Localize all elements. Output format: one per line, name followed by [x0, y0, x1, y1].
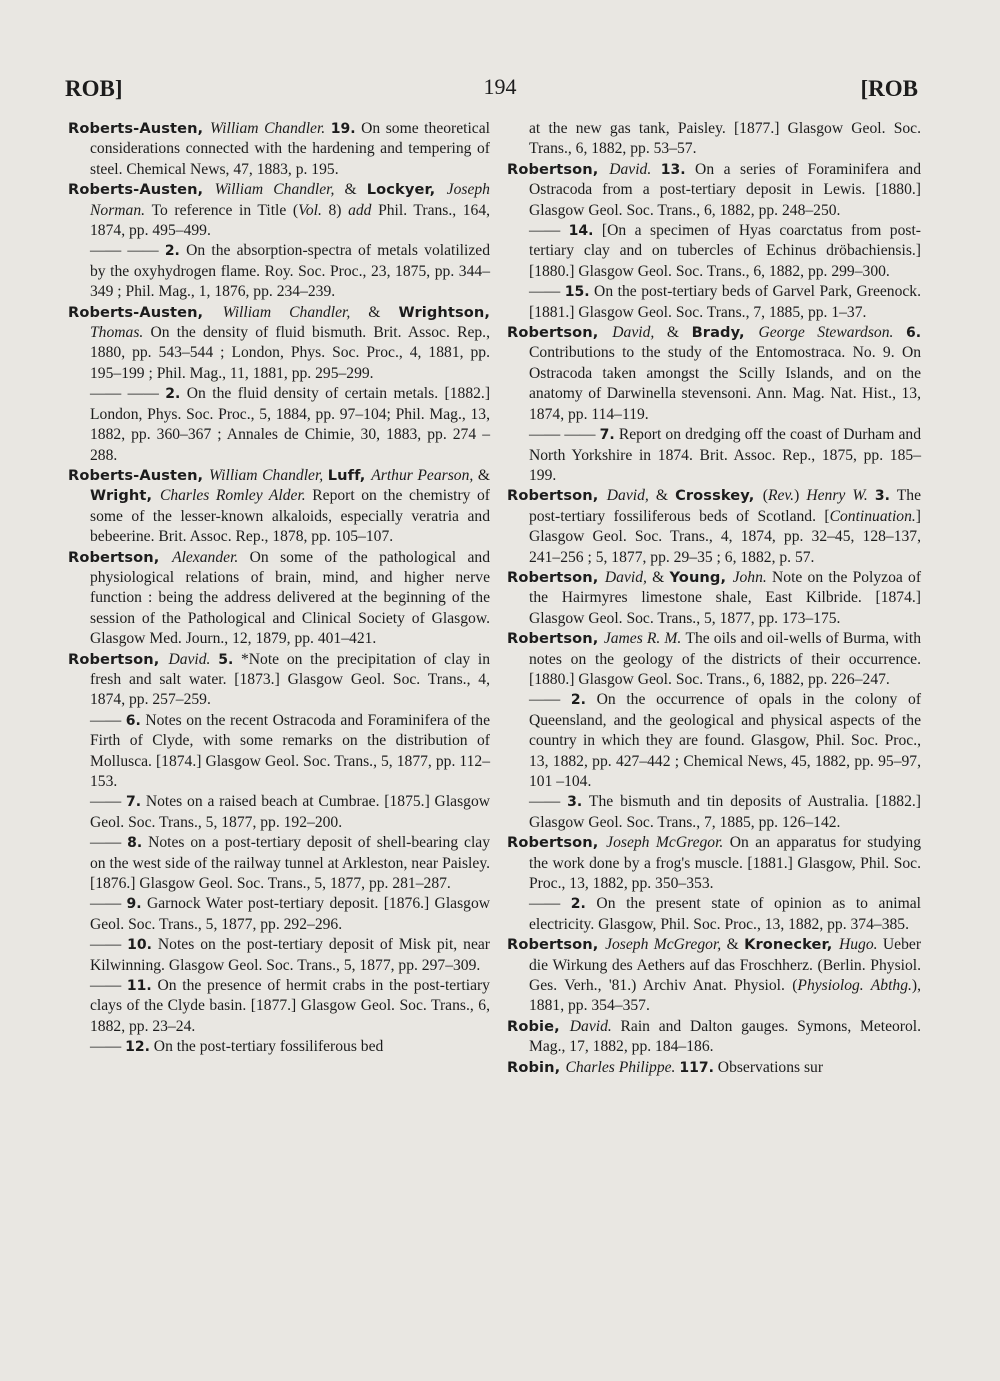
entry-text: Rain and Dalton gauges. Symons, Meteorol. Mag., 17, 1882, pp. 184–186. [529, 1017, 922, 1056]
entry-text: On the post-tertiary fossiliferous bed [149, 1038, 384, 1056]
entry-text: ( [762, 487, 768, 505]
italic-text: Physiolog. Abthg. [797, 977, 912, 995]
entry-text: 8) [328, 201, 349, 219]
entry-text: *Note on the precipitation of clay in fresh and salt water. [1873.] Glasgow Geol. Soc. Trans., 4, 1874, pp. 257–259. [90, 650, 491, 709]
entry-number: 2. [164, 243, 180, 260]
author-surname: Robertson, [68, 650, 169, 668]
entry-text: Garnock Water post-tertiary deposit. [1876.] Glasgow Geol. Soc. Trans., 5, 1877, pp. 292–296. [90, 895, 490, 933]
sub-entry [507, 282, 921, 323]
italic-text: David, [604, 568, 653, 586]
entry-number: 2. [570, 692, 586, 709]
sub-entry [68, 792, 490, 833]
entry-text: —— [90, 895, 127, 913]
bibliography-entry [507, 1017, 921, 1058]
entry-continuation [507, 119, 921, 160]
entry-text: On a series of Foraminifera and Ostracoda from a post-tertiary deposit in Lewis. [1880.] Glasgow Geol. Soc. Trans., 6, 1882, pp. 248–250. [529, 160, 921, 219]
sub-entry [68, 935, 490, 976]
entry-text: —— [90, 834, 128, 852]
entry-text: On the occurrence of opals in the colony of Queensland, and the geological and physical aspects of the country in which they are found. Glasgow, Phil. Soc. Proc., 13, 1882, pp. 427–442 ; Chemical News, 45, 1882, pp. 95–97, 101 –104. [529, 691, 922, 790]
sub-entry [507, 894, 921, 935]
bibliography-entry [68, 650, 490, 711]
entry-text: —— [90, 793, 126, 811]
entry-text: —— [90, 711, 126, 729]
author-surname: Robertson, [507, 324, 613, 342]
author-surname: Crosskey, [675, 487, 763, 505]
author-surname: Robertson, [507, 834, 607, 852]
entry-text: ) [794, 487, 807, 505]
italic-text: add [348, 201, 379, 219]
author-surname: Robertson, [507, 160, 610, 178]
bibliography-entry [68, 466, 490, 548]
entry-number: 8. [127, 835, 143, 852]
italic-text: David. [569, 1017, 621, 1035]
entry-text: —— [529, 895, 571, 913]
sub-entry [68, 1037, 490, 1057]
entry-text: On the absorption-spectra of metals volatilized by the oxyhydrogen flame. Roy. Soc. Proc., 23, 1875, pp. 344–349 ; Phil. Mag., 1, 1876, pp. 234–239. [90, 242, 490, 301]
right-column [507, 119, 921, 1078]
bibliography-entry [68, 303, 490, 385]
entry-text: & [655, 487, 676, 505]
author-surname: Lockyer, [366, 181, 447, 199]
entry-text: Notes on the recent Ostracoda and Foraminifera of the Firth of Clyde, with some remarks on the distribution of Mollusca. [1874.] Glasgow Geol. Soc. Trans., 5, 1877, pp. 112–153. [90, 711, 490, 790]
author-surname: Wright, [90, 487, 160, 505]
author-surname: Robin, [507, 1058, 566, 1076]
sub-entry [68, 894, 490, 935]
entry-text: The post-tertiary fossiliferous beds of Scotland. [ [529, 487, 921, 525]
italic-text: Henry W. [806, 487, 875, 505]
entry-text: —— [90, 1038, 126, 1056]
page-number: 194 [483, 74, 517, 99]
entry-text: Notes on a post-tertiary deposit of shell-bearing clay on the west side of the railway tunnel at Arkleston, near Paisley. [1876.] Glasgow Geol. Soc. Trans., 5, 1877, pp. 281–287. [90, 834, 490, 893]
author-surname: Wrightson, [398, 303, 490, 321]
entry-text: —— [529, 222, 569, 240]
author-surname: Roberts-Austen, [68, 303, 223, 321]
author-surname: Roberts-Austen, [68, 181, 215, 199]
entry-number: 13. [660, 161, 686, 178]
entry-text: On the present state of opinion as to animal electricity. Glasgow, Phil. Soc. Proc., 13, 1882, pp. 374–385. [529, 895, 921, 933]
bibliography-entry [507, 935, 921, 1017]
entry-number: 10. [127, 937, 152, 954]
author-surname: Roberts-Austen, [68, 466, 210, 484]
entry-number: 7. [126, 794, 142, 811]
author-surname: Brady, [691, 324, 759, 342]
entry-text: & [726, 936, 745, 954]
entry-number: 3. [567, 794, 583, 811]
italic-text: William Chandler, [214, 181, 345, 199]
entry-text: —— —— [90, 385, 166, 403]
entry-text: The oils and oil-wells of Burma, with notes on the geology of the districts of their occurrence. [1880.] Glasgow Geol. Soc. Trans., 6, 1882, pp. 226–247. [529, 630, 921, 688]
sub-entry [68, 833, 490, 894]
italic-text: David, [606, 487, 656, 505]
entry-number: 3. [874, 488, 890, 505]
author-surname: Young, [669, 568, 733, 586]
italic-text: Alexander. [172, 548, 250, 566]
entry-number: 7. [599, 427, 615, 444]
entry-text: & [666, 324, 692, 342]
italic-text: John. [732, 568, 773, 586]
sub-entry [507, 690, 921, 792]
entry-text: [On a specimen of Hyas coarctatus from post-tertiary clay and on tubercles of Echinus dröbachiensis.] [1880.] Glasgow Geol. Soc. Trans., 6, 1882, pp. 299–300. [529, 222, 921, 280]
italic-text: Vol. [298, 201, 329, 219]
entry-text: To reference in Title ( [151, 201, 299, 219]
author-surname: Luff, [327, 466, 372, 484]
italic-text: David, [612, 324, 667, 342]
italic-text: William Chandler. [210, 120, 331, 137]
entry-text: On some theoretical considerations connected with the hardening and tempering of steel. Chemical News, 47, 1883, p. 195. [90, 120, 490, 178]
author-surname: Robertson, [507, 568, 605, 586]
bibliography-entry [68, 180, 490, 241]
author-surname: Robertson, [507, 630, 604, 648]
entry-text: On an apparatus for studying the work done by a frog's muscle. [1881.] Glasgow, Phil. Soc. Proc., 13, 1882, pp. 350–353. [529, 834, 922, 893]
entry-text: Notes on a raised beach at Cumbrae. [1875.] Glasgow Geol. Soc. Trans., 5, 1877, pp. 192–200. [90, 793, 490, 831]
bibliography-entry [507, 568, 921, 629]
entry-text: The bismuth and tin deposits of Australia. [1882.] Glasgow Geol. Soc. Trans., 7, 1885, pp. 126–142. [529, 793, 921, 831]
entry-text: —— [529, 691, 571, 709]
entry-text: On some of the pathological and physiological relations of brain, mind, and higher nerve function : being the address delivered at the beginning of the session of the Pathological and Clinical Society of Glasgow. Glasgow Med. Journ., 12, 1879, pp. 401–421. [90, 548, 491, 648]
entry-text: Ueber die Wirkung des Aethers auf das Froschherz. (Berlin. Physiol. Ges. Verh., '81.) Archiv Anat. Physiol. ( [529, 936, 922, 995]
entry-text: —— [529, 793, 568, 811]
bibliography-entry [507, 1058, 921, 1078]
italic-text: William Chandler, [209, 466, 328, 484]
entry-number: 15. [564, 284, 590, 301]
bibliography-entry [507, 629, 921, 690]
bibliography-entry [507, 486, 921, 568]
italic-text: Thomas. [90, 324, 151, 342]
italic-text: David. [168, 650, 219, 668]
entry-text: On the post-tertiary beds of Garvel Park, Greenock. [1881.] Glasgow Geol. Soc. Trans., 7, 1885, pp. 1–37. [529, 283, 921, 321]
italic-text: Charles Philippe. [565, 1058, 680, 1076]
entry-number: 6. [125, 712, 141, 729]
entry-text: Phil. Trans., 164, 1874, pp. 495–499. [90, 201, 491, 240]
entry-text: Observations sur [713, 1058, 824, 1076]
entry-text: —— [529, 283, 565, 301]
entry-text: & [344, 181, 367, 199]
sub-entry [507, 221, 921, 282]
sub-entry [507, 792, 921, 833]
entry-text: Contributions to the study of the Entomostraca. No. 9. On Ostracoda taken amongst the Scilly Islands, and on the anatomy of Darwinella stevensoni. Ann. Mag. Nat. Hist., 13, 1874, pp. 114–119. [529, 344, 921, 423]
entry-text: Notes on the post-tertiary deposit of Misk pit, near Kilwinning. Glasgow Geol. Soc. Trans., 5, 1877, pp. 297–309. [90, 936, 490, 974]
entry-number: 14. [568, 223, 594, 240]
entry-text: —— [90, 936, 128, 954]
entry-text: —— —— [90, 242, 165, 260]
entry-text: at the new gas tank, Paisley. [1877.] Glasgow Geol. Soc. Trans., 6, 1882, pp. 53–57. [529, 120, 921, 158]
italic-text: Joseph Norman. [90, 181, 490, 219]
italic-text: David. [609, 160, 661, 178]
italic-text: Rev. [767, 487, 795, 505]
italic-text: Continuation. [829, 507, 916, 525]
left-column [68, 119, 490, 1058]
sub-entry [68, 711, 490, 793]
entry-text: Note on the Polyzoa of the Hairmyres limestone shale, East Kilbride. [1874.] Glasgow Geol. Soc. Trans., 5, 1877, pp. 173–175. [529, 568, 922, 627]
italic-text: Joseph McGregor. [606, 834, 730, 852]
entry-text: Report on the chemistry of some of the lesser-known alkaloids, especially veratria and bebeerine. Brit. Assoc. Rep., 1878, pp. 105–107. [90, 487, 490, 546]
italic-text: William Chandler, [222, 303, 369, 321]
sub-entry [68, 241, 490, 302]
running-head-right: [ROB [860, 76, 918, 101]
entry-text: & [652, 568, 670, 586]
entry-number: 117. [679, 1059, 714, 1076]
author-surname: Robertson, [68, 548, 173, 566]
italic-text: Hugo. [839, 936, 883, 954]
bibliography-entry [507, 833, 921, 894]
author-surname: Kronecker, [744, 936, 839, 954]
italic-text: James R. M. [603, 630, 686, 648]
entry-text: On the density of fluid bismuth. Brit. Assoc. Rep., 1880, pp. 543–544 ; London, Phys. Soc. Proc., 4, 1881, pp. 195–199 ; Phil. Mag., 11, 1881, pp. 295–299. [90, 324, 490, 382]
entry-text: Report on dredging off the coast of Durham and North Yorkshire in 1874. Brit. Assoc. Rep., 1875, pp. 185–199. [529, 426, 922, 484]
italic-text: Joseph McGregor, [605, 936, 727, 954]
entry-number: 2. [570, 896, 586, 913]
entry-number: 2. [165, 386, 181, 403]
sub-entry [507, 425, 921, 486]
bibliography-entry [68, 119, 490, 180]
italic-text: George Stewardson. [758, 324, 906, 342]
entry-number: 11. [126, 978, 152, 995]
entry-number: 6. [905, 325, 922, 342]
sub-entry [68, 976, 490, 1037]
entry-text: —— [90, 977, 127, 995]
entry-number: 5. [218, 651, 234, 668]
entry-number: 19. [330, 121, 356, 137]
entry-text: On the fluid density of certain metals. [1882.] London, Phys. Soc. Proc., 5, 1884, pp. 97–104; Phil. Mag., 13, 1882, pp. 360–367 ; Annales de Chimie, 30, 1883, pp. 274 –288. [90, 385, 491, 464]
italic-text: Arthur Pearson, [371, 466, 478, 484]
entry-text: & [368, 303, 399, 321]
bibliography-entry [507, 160, 921, 221]
entry-text: On the presence of hermit crabs in the post-tertiary clays of the Clyde basin. [1877.] Glasgow Geol. Soc. Trans., 6, 1882, pp. 23–24. [90, 977, 490, 1035]
bibliography-entry [507, 323, 921, 425]
author-surname: Roberts-Austen, [68, 120, 211, 137]
running-head-left: ROB] [65, 76, 123, 101]
entry-text: ), 1881, pp. 354–357. [529, 977, 922, 1015]
bibliography-entry [68, 548, 490, 650]
entry-number: 12. [125, 1039, 150, 1056]
entry-text: & [477, 466, 490, 484]
italic-text: Charles Romley Alder. [159, 487, 313, 505]
entry-number: 9. [126, 896, 142, 913]
sub-entry [68, 384, 490, 466]
author-surname: Robertson, [507, 936, 606, 954]
entry-text: ] Glasgow Geol. Soc. Trans., 4, 1874, pp. 32–45, 128–137, 241–256 ; 5, 1877, pp. 29–35 ; 6, 1882, p. 57. [529, 507, 921, 566]
author-surname: Robertson, [507, 487, 607, 505]
entry-text: —— —— [529, 426, 600, 444]
author-surname: Robie, [507, 1017, 570, 1035]
